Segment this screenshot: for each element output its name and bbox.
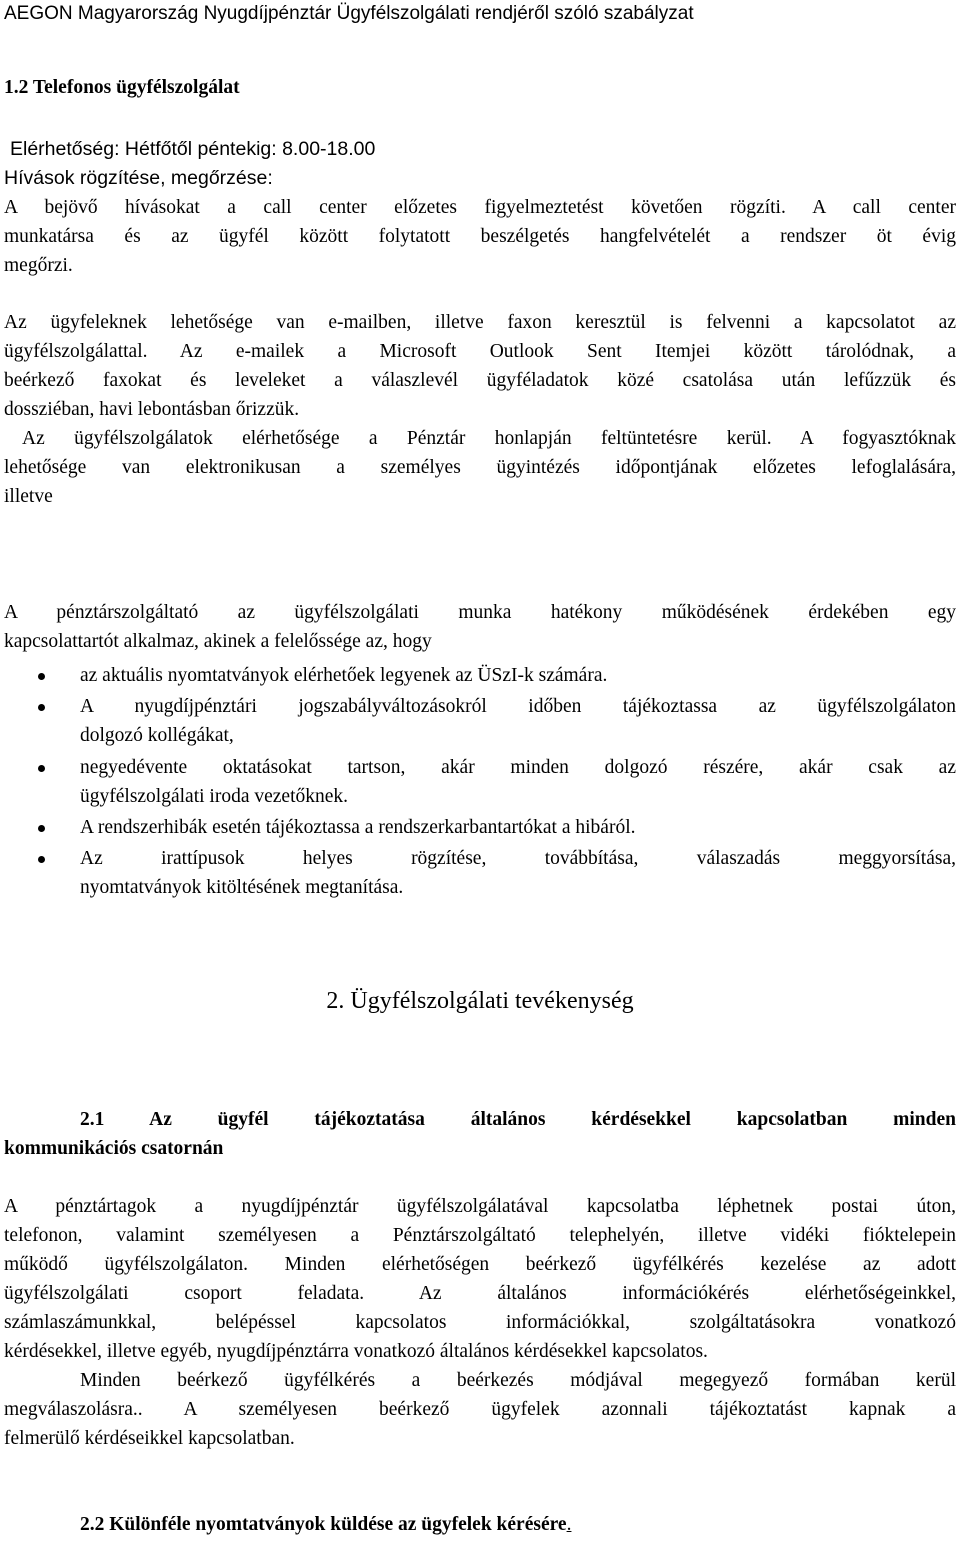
recording-title: Hívások rögzítése, megőrzése: (4, 167, 273, 189)
para-2-line-3: felmerülő kérdéseikkel kapcsolatban. (4, 1428, 295, 1449)
email-line-4: dossziéban, havi lebontásban őrizzük. (4, 399, 300, 420)
running-header: AEGON Magyarország Nyugdíjpénztár Ügyfélszolgálati rendjéről szóló szabályzat (4, 3, 694, 24)
recording-line-2: munkatársa és az ügyfél között folytatott beszélgetés hangfelvételét a rendszer öt évig (4, 226, 956, 247)
availability-line: Elérhetőség: Hétfőtől péntekig: 8.00-18.00 (10, 138, 376, 160)
bullet-icon (38, 704, 45, 711)
para-1-line-5: számlaszámunkkal, belépéssel kapcsolatos információkkal, szolgáltatásokra vonatkozó (4, 1312, 956, 1333)
list-item: A nyugdíjpénztári jogszabályváltozásokról időben tájékoztassa az ügyfélszolgálaton dolgozó kollégákat, (0, 692, 956, 750)
para-1-line-6: kérdésekkel, illetve egyéb, nyugdíjpénztárra vonatkozó általános kérdésekkel kapcsolatos. (4, 1341, 708, 1362)
contact-intro-line-2: kapcsolattartót alkalmaz, akinek a felelőssége az, hogy (4, 631, 432, 652)
availability-para-line-1: Az ügyfélszolgálatok elérhetősége a Pénztár honlapján feltüntetésre kerül. A fogyasztóknak (22, 428, 956, 449)
para-1-line-1: A pénztártagok a nyugdíjpénztár ügyfélszolgálatával kapcsolatba léphetnek postai úton, (4, 1196, 956, 1217)
list-item: A rendszerhibák esetén tájékoztassa a rendszerkarbantartókat a hibáról. (0, 813, 956, 842)
bullet-icon (38, 825, 45, 832)
responsibility-list (0, 661, 956, 905)
list-item: Az irattípusok helyes rögzítése, továbbítása, válaszadás meggyorsítása, nyomtatványok kitöltésének megtanítása. (0, 844, 956, 902)
section-2-2-heading-suffix: . (566, 1514, 572, 1535)
bullet-icon (38, 856, 45, 863)
email-line-3: beérkező faxokat és leveleket a válaszlevél ügyféladatok közé csatolása után lefűzzük és (4, 370, 956, 391)
section-1-2-heading: 1.2 Telefonos ügyfélszolgálat (4, 77, 240, 98)
recording-line-3: megőrzi. (4, 255, 73, 276)
availability-para-line-3: illetve (4, 486, 53, 507)
section-2-heading: 2. Ügyfélszolgálati tevékenység (326, 988, 634, 1014)
section-2-1-heading-line-1: 2.1 Az ügyfél tájékoztatása általános kérdésekkel kapcsolatban minden (80, 1109, 956, 1130)
email-line-1: Az ügyfeleknek lehetősége van e-mailben, illetve faxon keresztül is felvenni a kapcsolatot az (4, 312, 956, 333)
bullet-icon (38, 673, 45, 680)
para-2-line-1: Minden beérkező ügyfélkérés a beérkezés módjával megegyező formában kerül (80, 1370, 956, 1391)
bullet-icon (38, 765, 45, 772)
contact-intro-line-1: A pénztárszolgáltató az ügyfélszolgálati munka hatékony működésének érdekében egy (4, 602, 956, 623)
section-2-2-heading-text: 2.2 Különféle nyomtatványok küldése az ügyfelek kérésére (80, 1514, 567, 1535)
para-1-line-4: ügyfélszolgálati csoport feladata. Az általános információkérés elérhetőségeinkkel, (4, 1283, 956, 1304)
section-2-1-heading-line-2: kommunikációs csatornán (4, 1138, 224, 1159)
email-line-2: ügyfélszolgálattal. Az e-mailek a Microsoft Outlook Sent Itemjei között tárolódnak, a (4, 341, 956, 362)
availability-para-line-2: lehetősége van elektronikusan a személyes ügyintézés időpontjának előzetes lefoglalására, (4, 457, 956, 478)
para-1-line-2: telefonon, valamint személyesen a Pénztárszolgáltató telephelyén, illetve vidéki fióktelepein (4, 1225, 956, 1246)
para-1-line-3: működő ügyfélszolgálaton. Minden elérhetőségen beérkező ügyfélkérés kezelése az adott (4, 1254, 956, 1275)
list-item: az aktuális nyomtatványok elérhetőek legyenek az ÜSzI-k számára. (0, 661, 956, 690)
section-2-2-heading (80, 1510, 956, 1539)
para-2-line-2: megválaszolásra.. A személyesen beérkező ügyfelek azonnali tájékoztatást kapnak a (4, 1399, 956, 1420)
list-item: negyedévente oktatásokat tartson, akár minden dolgozó részére, akár csak az ügyfélszolgálati iroda vezetőknek. (0, 753, 956, 811)
recording-line-1: A bejövő hívásokat a call center előzetes figyelmeztetést követően rögzíti. A call center (4, 197, 956, 218)
